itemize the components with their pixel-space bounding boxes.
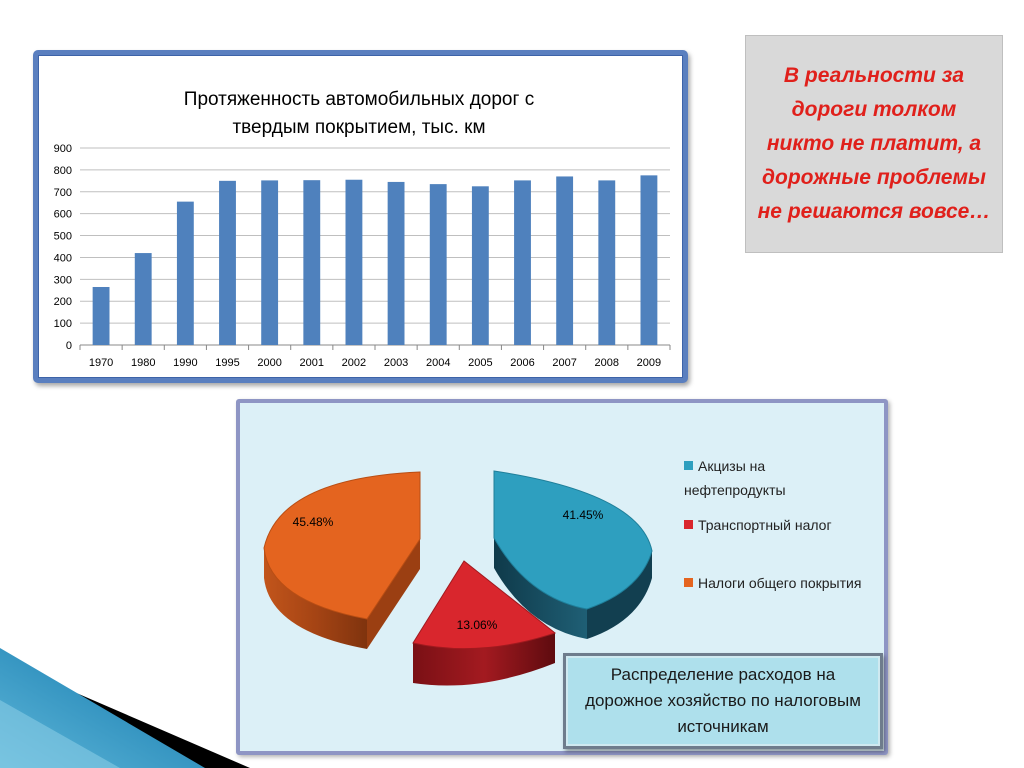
- legend-label-transport: Транспортный налог: [698, 517, 832, 533]
- x-tick-label: 1995: [215, 357, 240, 369]
- legend-label-excise: Акцизы на нефтепродукты: [684, 458, 786, 498]
- bar-2006: [514, 180, 531, 345]
- pie-caption-text: Распределение расходов на дорожное хозяйство по налоговым источникам: [585, 665, 861, 736]
- bar-chart-panel: [33, 50, 688, 383]
- bar-2008: [598, 180, 615, 345]
- quote-text: В реальности за дороги толком никто не платит, а дорожные проблемы не решаются вовсе…: [757, 64, 991, 223]
- bar-2002: [346, 180, 363, 345]
- y-tick-label: 200: [53, 296, 72, 309]
- quote-box: [745, 35, 1003, 253]
- x-tick-label: 2000: [257, 357, 282, 369]
- x-tick-label: 2003: [383, 357, 409, 369]
- y-tick-label: 900: [53, 143, 72, 155]
- y-tick-label: 0: [65, 340, 72, 352]
- y-tick-label: 800: [53, 164, 72, 177]
- chart-title-line-1: Протяженность автомобильных дорог с: [183, 89, 535, 110]
- x-tick-label: 2002: [341, 357, 367, 369]
- y-tick-label: 600: [53, 208, 72, 221]
- legend-item-transport: [684, 513, 864, 537]
- legend-item-general: [684, 571, 864, 595]
- y-tick-label: 300: [53, 274, 72, 287]
- bar-2004: [430, 184, 447, 345]
- bars: [93, 175, 658, 345]
- bar-2009: [641, 175, 658, 345]
- y-tick-label: 500: [53, 230, 72, 243]
- legend-swatch-transport: [684, 520, 693, 529]
- bar-2003: [388, 182, 405, 345]
- legend-label-general: Налоги общего покрытия: [698, 575, 862, 591]
- pie-label-excise: 41.45%: [562, 508, 604, 522]
- pie-caption-box: [563, 653, 883, 749]
- y-tick-label: 400: [53, 252, 72, 265]
- x-tick-label: 2007: [552, 357, 577, 369]
- bar-1995: [219, 181, 236, 345]
- bar-2001: [303, 180, 320, 345]
- y-gridlines: [80, 148, 670, 345]
- x-tick-label: 2005: [468, 357, 493, 369]
- bar-2005: [472, 186, 489, 345]
- y-tick-label: 700: [53, 186, 72, 199]
- x-tick-label: 2001: [299, 357, 325, 369]
- pie-label-transport: 13.06%: [456, 618, 498, 632]
- bar-chart: [38, 55, 683, 378]
- legend-swatch-general: [684, 578, 693, 587]
- x-tick-label: 1980: [130, 357, 156, 369]
- legend-item-excise: [684, 454, 864, 502]
- bar-1990: [177, 202, 194, 345]
- bar-1980: [135, 253, 152, 345]
- y-tick-label: 100: [53, 318, 72, 331]
- bar-1970: [93, 287, 110, 345]
- y-tick-labels: [54, 143, 72, 352]
- x-tick-label: 2008: [594, 357, 620, 369]
- x-tick-label: 2009: [636, 357, 662, 369]
- chart-title-line-2: твердым покрытием, тыс. км: [232, 117, 486, 138]
- x-tick-label: 2006: [510, 357, 535, 369]
- bar-2007: [556, 176, 573, 345]
- x-tick-labels: [80, 345, 670, 369]
- legend-swatch-excise: [684, 461, 693, 470]
- pie-label-general: 45.48%: [292, 515, 334, 529]
- bar-2000: [261, 180, 278, 345]
- x-tick-label: 1970: [88, 357, 114, 369]
- x-tick-label: 2004: [425, 357, 451, 369]
- x-tick-label: 1990: [173, 357, 198, 369]
